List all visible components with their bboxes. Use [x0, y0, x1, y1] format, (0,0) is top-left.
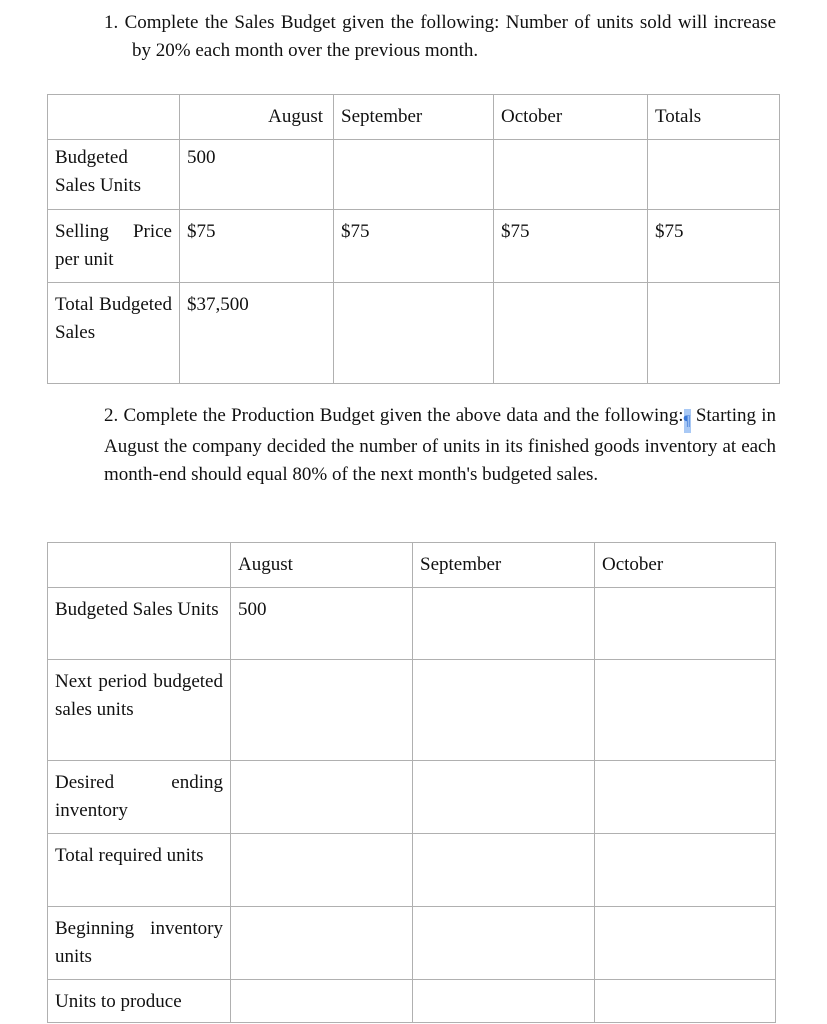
table-row: [48, 761, 776, 834]
table-cell[interactable]: $75: [648, 210, 780, 283]
table-row: [48, 660, 776, 761]
paragraph-mark-icon: ¶: [684, 409, 691, 433]
table-cell[interactable]: [413, 660, 595, 761]
table-cell[interactable]: [231, 834, 413, 907]
table-row: [48, 907, 776, 980]
row-label: Budgeted Sales Units: [48, 588, 231, 660]
table-cell[interactable]: [595, 980, 776, 1023]
table-row: [48, 834, 776, 907]
table-cell[interactable]: [595, 588, 776, 660]
sales-budget-table: [47, 94, 780, 384]
table-cell[interactable]: $75: [180, 210, 334, 283]
table-cell[interactable]: [334, 283, 494, 384]
table-cell[interactable]: [231, 980, 413, 1023]
header-cell-september: September: [413, 543, 595, 588]
table-cell[interactable]: [231, 907, 413, 980]
table-header-row: [48, 543, 776, 588]
table-cell[interactable]: [413, 907, 595, 980]
table-cell[interactable]: 500: [180, 140, 334, 210]
table-cell[interactable]: [648, 140, 780, 210]
question-1-number: 1.: [104, 12, 119, 33]
row-label: Units to produce: [48, 980, 231, 1023]
question-2-text-rest: Starting in August the company decided the number of units in its finished goods inventory at each month-end should equal 80% of the next month's budgeted sales.: [104, 405, 777, 485]
header-cell-august: August: [180, 95, 334, 140]
table-row: [48, 140, 780, 210]
question-2-number: 2.: [104, 405, 119, 426]
header-cell-empty: [48, 95, 180, 140]
table-cell[interactable]: [413, 834, 595, 907]
table-cell[interactable]: 500: [231, 588, 413, 660]
production-budget-table: [47, 542, 776, 1023]
table-cell[interactable]: [413, 588, 595, 660]
header-cell-august: August: [231, 543, 413, 588]
header-cell-september: September: [334, 95, 494, 140]
table-cell[interactable]: [231, 660, 413, 761]
header-cell-empty: [48, 543, 231, 588]
table-cell[interactable]: [595, 660, 776, 761]
row-label: Selling Price per unit: [48, 210, 180, 283]
question-1: [104, 9, 776, 65]
table-row: [48, 980, 776, 1023]
table-cell[interactable]: [595, 907, 776, 980]
table-cell[interactable]: [595, 761, 776, 834]
header-cell-totals: Totals: [648, 95, 780, 140]
table-cell[interactable]: [494, 283, 648, 384]
question-1-text: Complete the Sales Budget given the following: Number of units sold will increase by 20% each month over the previous month.: [124, 12, 777, 61]
table-cell[interactable]: [413, 980, 595, 1023]
table-cell[interactable]: [595, 834, 776, 907]
table-row: [48, 283, 780, 384]
row-label: Total Budgeted Sales: [48, 283, 180, 384]
table-row: [48, 210, 780, 283]
row-label: Beginning inventory units: [48, 907, 231, 980]
question-2-text-line1: Complete the Production Budget given the above data and the following:: [123, 405, 684, 426]
row-label: Budgeted Sales Units: [48, 140, 180, 210]
header-cell-october: October: [595, 543, 776, 588]
table-row: [48, 588, 776, 660]
table-cell[interactable]: [413, 761, 595, 834]
table-header-row: [48, 95, 780, 140]
row-label: Next period budgeted sales units: [48, 660, 231, 761]
header-cell-october: October: [494, 95, 648, 140]
table-cell[interactable]: $37,500: [180, 283, 334, 384]
table-cell[interactable]: [334, 140, 494, 210]
table-cell[interactable]: [648, 283, 780, 384]
row-label: Desired ending inventory: [48, 761, 231, 834]
table-cell[interactable]: $75: [334, 210, 494, 283]
table-cell[interactable]: $75: [494, 210, 648, 283]
question-2: [104, 402, 776, 489]
table-cell[interactable]: [231, 761, 413, 834]
table-cell[interactable]: [494, 140, 648, 210]
row-label: Total required units: [48, 834, 231, 907]
